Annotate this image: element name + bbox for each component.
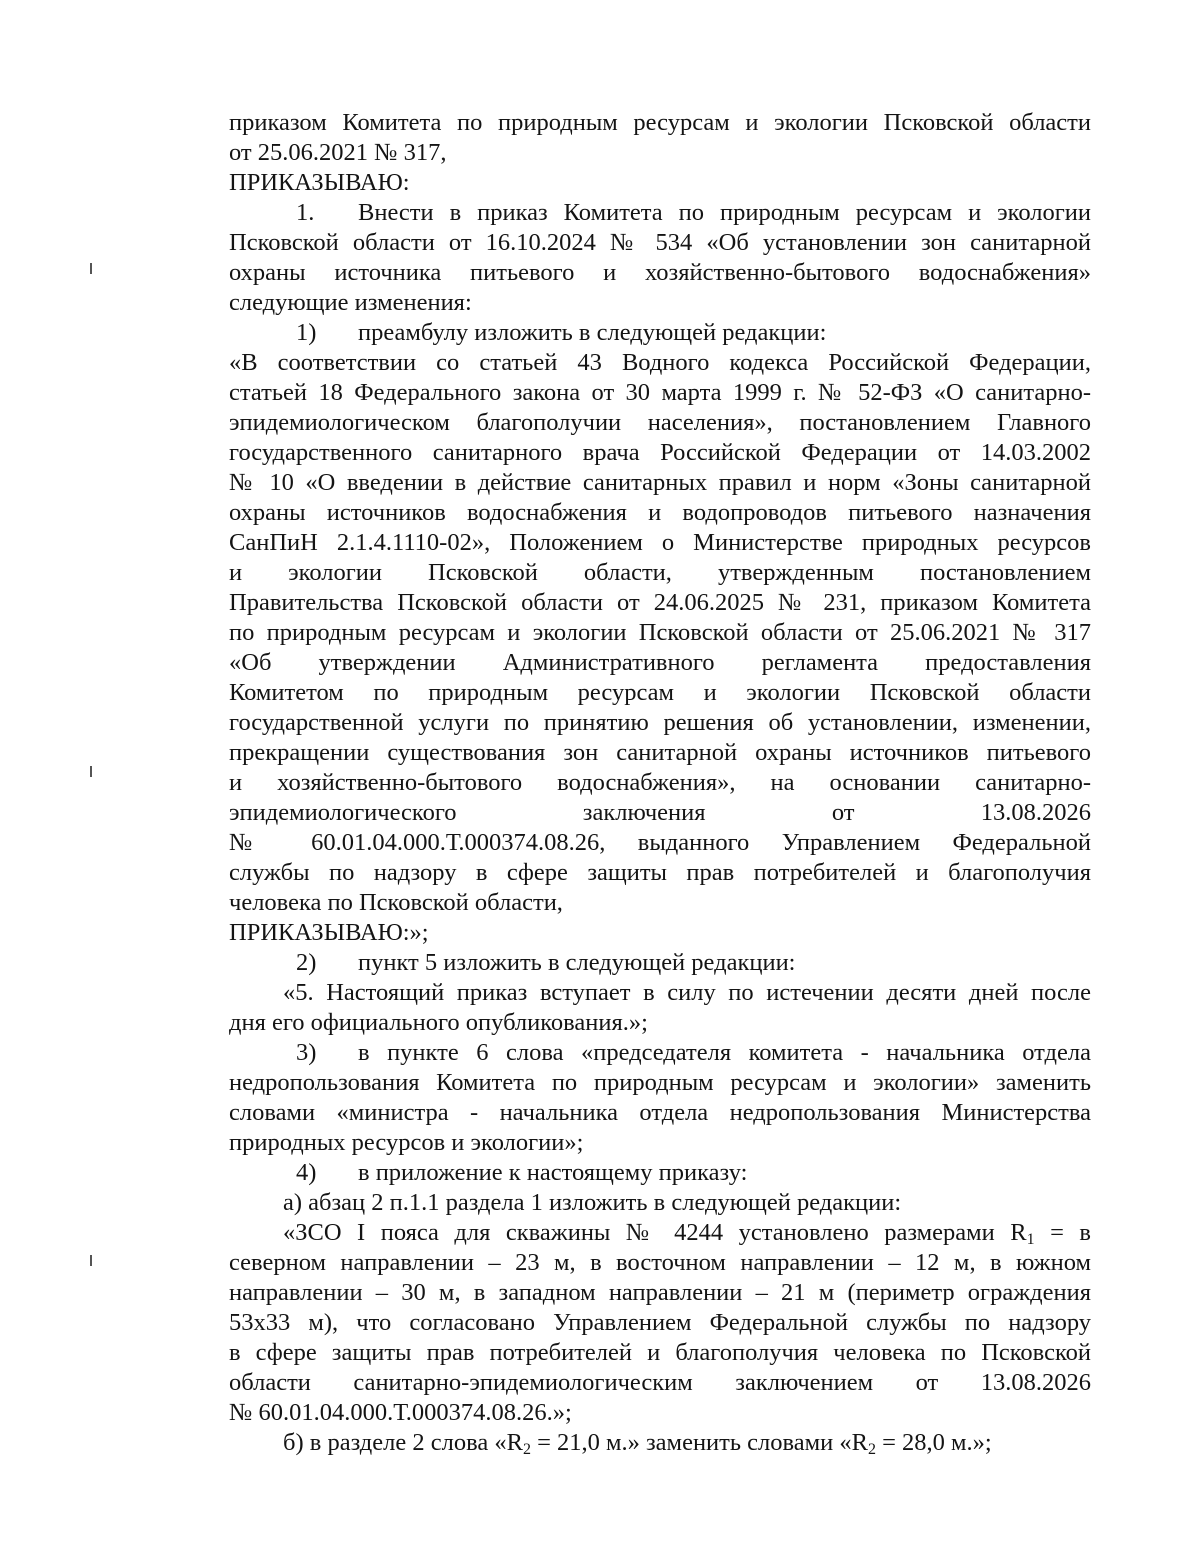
text-line: по природным ресурсам и экологии Псковской области от 25.06.2021 № 317 (229, 619, 1091, 646)
text-line: охраны источника питьевого и хозяйственно-бытового водоснабжения» (229, 259, 1091, 286)
text-span: б) в разделе 2 слова «R (283, 1429, 523, 1456)
text-line: 53х33 м), что согласовано Управлением Федеральной службы по надзору (229, 1309, 1091, 1336)
subitem-number: 4) (296, 1159, 317, 1186)
text-line: государственного санитарного врача Российской Федерации от 14.03.2002 (229, 439, 1091, 466)
text-line: направлении – 30 м, в западном направлении – 21 м (периметр ограждения (229, 1279, 1091, 1306)
text-line: «В соответствии со статьей 43 Водного кодекса Российской Федерации, (229, 349, 1091, 376)
subscript: 1 (1026, 1231, 1035, 1248)
text-line: эпидемиологическом благополучии населения», постановлением Главного (229, 409, 1091, 436)
text-line: № 60.01.04.000.Т.000374.08.26, выданного Управлением Федеральной (229, 829, 1091, 856)
subscript: 2 (522, 1441, 531, 1458)
text-line: СанПиН 2.1.4.1110-02», Положением о Министерстве природных ресурсов (229, 529, 1091, 556)
text-line: северном направлении – 23 м, в восточном направлении – 12 м, в южном (229, 1249, 1091, 1276)
text-line-with-subscript (283, 1218, 1091, 1248)
text-line: эпидемиологического заключения от 13.08.2026 (229, 799, 1091, 826)
text-line: недропользования Комитета по природным ресурсам и экологии» заменить (229, 1069, 1091, 1096)
item-1-line (296, 198, 1091, 228)
subitem-3-line (296, 1038, 1091, 1068)
text-line: прекращении существования зон санитарной охраны источников питьевого (229, 739, 1091, 766)
text-span: пункт 5 изложить в следующей редакции: (358, 949, 796, 976)
text-line: следующие изменения: (229, 289, 472, 316)
text-line: охраны источников водоснабжения и водопроводов питьевого назначения (229, 499, 1091, 526)
text-span: в приложение к настоящему приказу: (358, 1159, 748, 1186)
order-heading: ПРИКАЗЫВАЮ: (229, 169, 410, 196)
text-line: Правительства Псковской области от 24.06.2025 № 231, приказом Комитета (229, 589, 1091, 616)
subitem-number: 3) (296, 1039, 317, 1066)
text-line: и хозяйственно-бытового водоснабжения», на основании санитарно- (229, 769, 1091, 796)
text-line: «Об утверждении Административного регламента предоставления (229, 649, 1091, 676)
text-line: в сфере защиты прав потребителей и благополучия человека по Псковской (229, 1339, 1091, 1366)
text-line: природных ресурсов и экологии»; (229, 1129, 584, 1156)
text-line: № 10 «О введении в действие санитарных правил и норм «Зоны санитарной (229, 469, 1091, 496)
text-span: Внести в приказ Комитета по природным ресурсам и экологии (358, 199, 1091, 226)
subitem-number: 1) (296, 319, 317, 346)
text-line: от 25.06.2021 № 317, (229, 139, 447, 166)
subscript: 2 (867, 1441, 876, 1458)
text-line: приказом Комитета по природным ресурсам и экологии Псковской области (229, 109, 1091, 136)
text-line: «5. Настоящий приказ вступает в силу по истечении десяти дней после (283, 979, 1091, 1006)
text-line: дня его официального опубликования.»; (229, 1009, 648, 1036)
text-span: преамбулу изложить в следующей редакции: (358, 319, 827, 346)
text-line: Псковской области от 16.10.2024 № 534 «Об установлении зон санитарной (229, 229, 1091, 256)
text-line: человека по Псковской области, (229, 889, 563, 916)
subitem-2-line (296, 948, 1091, 978)
text-span: = в (1034, 1219, 1091, 1246)
order-heading-quoted: ПРИКАЗЫВАЮ:»; (229, 919, 429, 946)
text-line: статьей 18 Федерального закона от 30 марта 1999 г. № 52-ФЗ «О санитарно- (229, 379, 1091, 406)
text-line: словами «министра - начальника отдела недропользования Министерства (229, 1099, 1091, 1126)
text-line: а) абзац 2 п.1.1 раздела 1 изложить в следующей редакции: (283, 1189, 902, 1216)
text-line: № 60.01.04.000.Т.000374.08.26.»; (229, 1399, 572, 1426)
text-line: государственной услуги по принятию решения об установлении, изменении, (229, 709, 1091, 736)
text-span: = 21,0 м.» заменить словами «R (530, 1429, 868, 1456)
item-number: 1. (296, 199, 315, 226)
scan-margin-mark (90, 1255, 92, 1266)
text-span: = 28,0 м.»; (875, 1429, 992, 1456)
text-line: и экологии Псковской области, утвержденным постановлением (229, 559, 1091, 586)
text-line: области санитарно-эпидемиологическим заключением от 13.08.2026 (229, 1369, 1091, 1396)
subitem-4-line (296, 1158, 1091, 1188)
scan-margin-mark (90, 766, 92, 777)
scan-margin-mark (90, 263, 92, 274)
text-span: «ЗСО I пояса для скважины № 4244 установлено размерами R (283, 1219, 1027, 1246)
text-span: в пункте 6 слова «председателя комитета - начальника отдела (358, 1039, 1091, 1066)
subitem-number: 2) (296, 949, 317, 976)
text-line-with-subscript (283, 1428, 1091, 1458)
text-line: службы по надзору в сфере защиты прав потребителей и благополучия (229, 859, 1091, 886)
subitem-1-line (296, 318, 1091, 348)
text-line: Комитетом по природным ресурсам и экологии Псковской области (229, 679, 1091, 706)
